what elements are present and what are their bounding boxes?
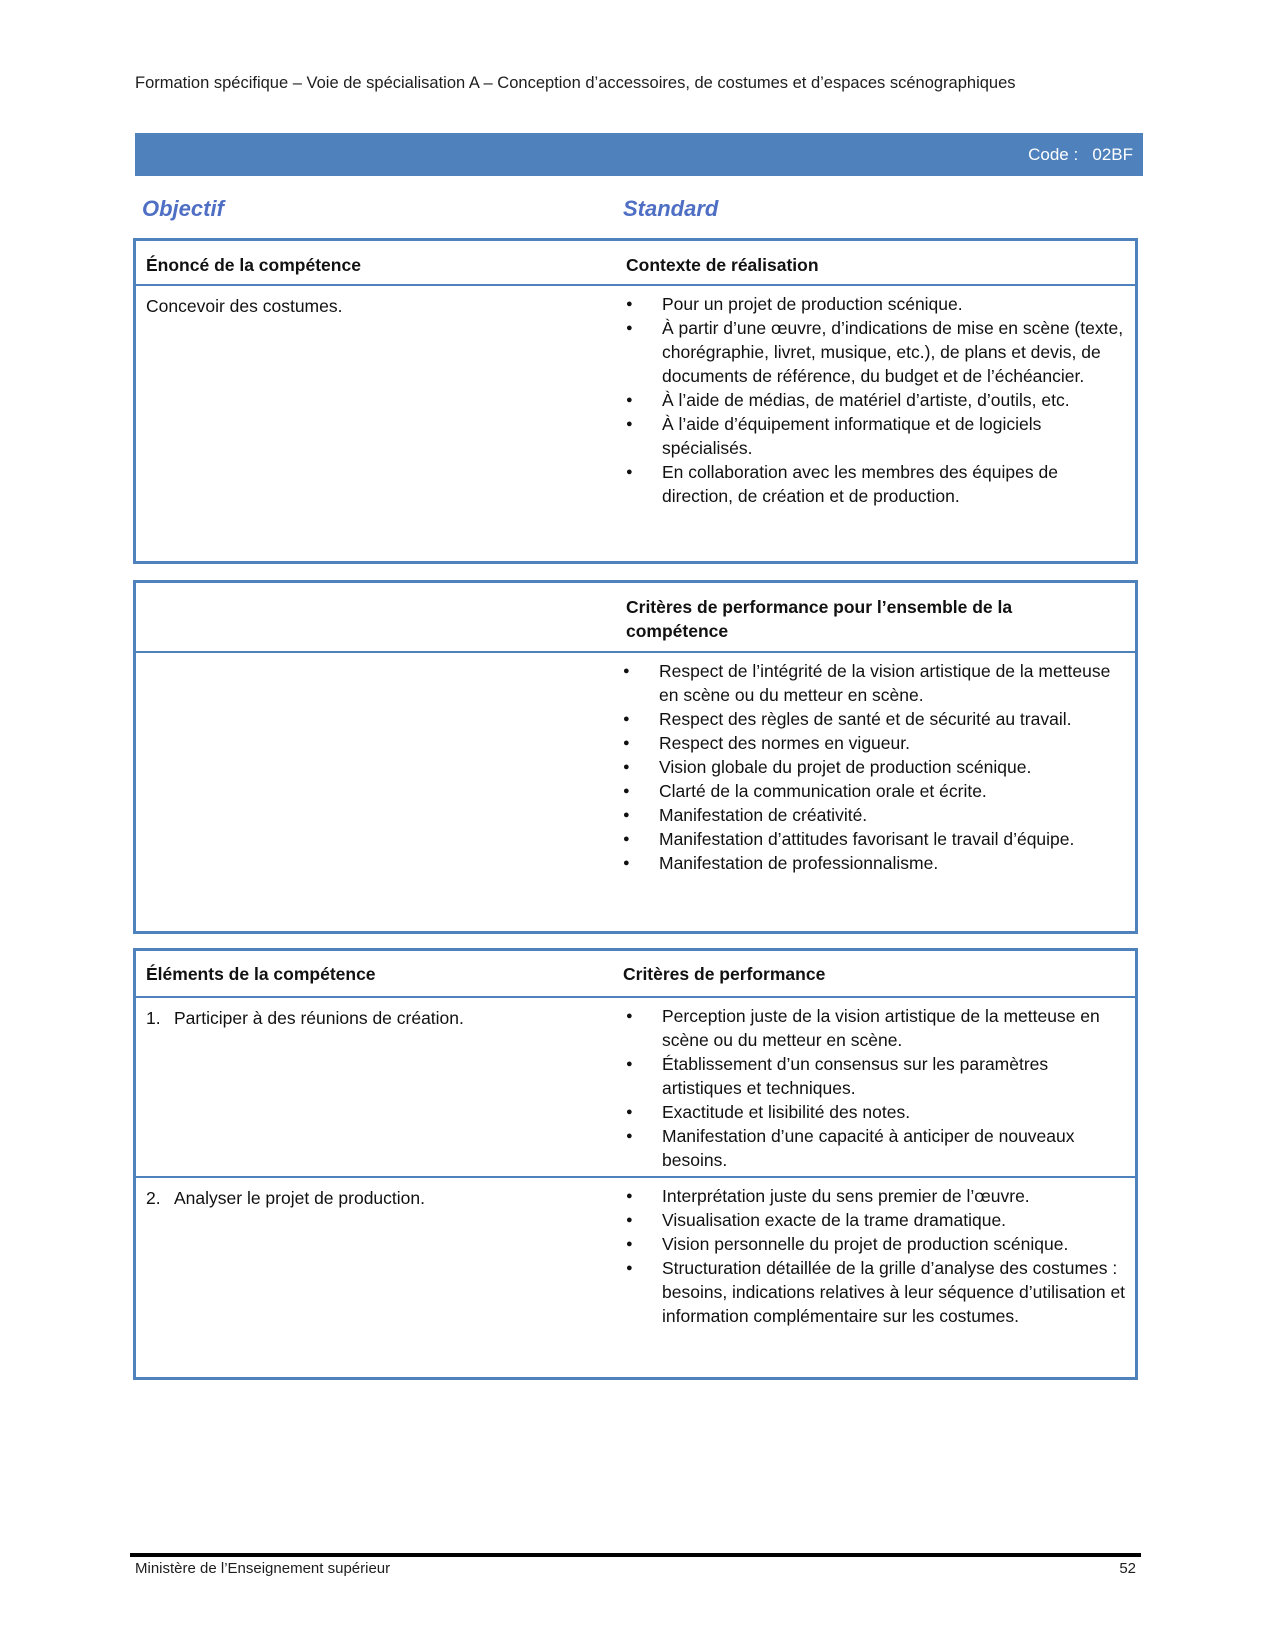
- element-text: Participer à des réunions de création.: [174, 1008, 464, 1028]
- element-criteria-list: [626, 1004, 1126, 1172]
- context-item: ● En collaboration avec les membres des équipes de direction, de création et de production.: [626, 460, 1126, 508]
- criteria-item: ● Vision personnelle du projet de production scénique.: [626, 1232, 1126, 1256]
- competence-statement-heading: Énoncé de la compétence: [146, 255, 361, 275]
- element-number: 2.: [146, 1188, 161, 1208]
- overall-criteria-header-row: [136, 583, 1135, 653]
- overall-criteria-item: ● Vision globale du projet de production scénique.: [623, 755, 1123, 779]
- overall-criteria-item: ● Manifestation d’attitudes favorisant le travail d’équipe.: [623, 827, 1123, 851]
- context-list: [626, 292, 1126, 508]
- code-bar: [133, 133, 1143, 176]
- overall-criteria-box: [133, 580, 1138, 934]
- context-item: ● À l’aide d’équipement informatique et de logiciels spécialisés.: [626, 412, 1126, 460]
- context-item: ● À l’aide de médias, de matériel d’artiste, d’outils, etc.: [626, 388, 1126, 412]
- context-item: ● À partir d’une œuvre, d’indications de mise en scène (texte, chorégraphie, livret, musique, etc.), de plans et devis, de documents de référence, du budget et de l’échéancier.: [626, 316, 1126, 388]
- criteria-item: ● Structuration détaillée de la grille d’analyse des costumes : besoins, indications relatives à leur séquence d’utilisation et information complémentaire sur les costumes.: [626, 1256, 1126, 1328]
- element-text: Analyser le projet de production.: [174, 1188, 425, 1208]
- overall-criteria-item: ● Respect de l’intégrité de la vision artistique de la metteuse en scène ou du metteur en scène.: [623, 659, 1123, 707]
- footer-ministry: Ministère de l’Enseignement supérieur: [135, 1560, 391, 1577]
- criteria-item: ● Perception juste de la vision artistique de la metteuse en scène ou du metteur en scène.: [626, 1004, 1126, 1052]
- overall-criteria-item: ● Manifestation de créativité.: [623, 803, 1123, 827]
- element-criteria-list: [626, 1184, 1126, 1328]
- overall-criteria-list: [623, 659, 1123, 875]
- competence-body-row: [136, 286, 1135, 556]
- overall-criteria-item: ● Respect des normes en vigueur.: [623, 731, 1123, 755]
- footer-rule: [130, 1553, 1141, 1557]
- context-heading: Contexte de réalisation: [626, 255, 819, 275]
- standard-label: Standard: [623, 196, 719, 221]
- page-number: 52: [1119, 1560, 1136, 1577]
- criteria-item: ● Visualisation exacte de la trame dramatique.: [626, 1208, 1126, 1232]
- overall-criteria-item: ● Manifestation de professionnalisme.: [623, 851, 1123, 875]
- running-header: Formation spécifique – Voie de spécialisation A – Conception d’accessoires, de costumes et d’espaces scénographiques: [135, 74, 1016, 92]
- criteria-item: ● Exactitude et lisibilité des notes.: [626, 1100, 1126, 1124]
- competence-statement: Concevoir des costumes.: [146, 296, 343, 316]
- overall-criteria-body-row: [136, 653, 1135, 933]
- element-label: [146, 1188, 626, 1209]
- element-label: [146, 1008, 626, 1029]
- overall-criteria-heading: Critères de performance pour l’ensemble de la compétence: [626, 597, 1013, 641]
- elements-box: [133, 948, 1138, 1380]
- criteria-heading: Critères de performance: [623, 964, 826, 984]
- code-label: Code : 02BF: [1028, 145, 1133, 164]
- overall-criteria-item: ● Clarté de la communication orale et écrite.: [623, 779, 1123, 803]
- objective-label: Objectif: [142, 196, 224, 221]
- criteria-item: ● Établissement d’un consensus sur les paramètres artistiques et techniques.: [626, 1052, 1126, 1100]
- element-row: [136, 998, 1135, 1178]
- competence-header-row: [136, 241, 1135, 286]
- criteria-item: ● Interprétation juste du sens premier de l’œuvre.: [626, 1184, 1126, 1208]
- context-item: ● Pour un projet de production scénique.: [626, 292, 1126, 316]
- elements-header-row: [136, 951, 1135, 998]
- element-row: [136, 1178, 1135, 1378]
- competence-box: [133, 238, 1138, 564]
- elements-heading: Éléments de la compétence: [146, 964, 376, 984]
- overall-criteria-item: ● Respect des règles de santé et de sécurité au travail.: [623, 707, 1123, 731]
- criteria-item: ● Manifestation d’une capacité à anticiper de nouveaux besoins.: [626, 1124, 1126, 1172]
- element-number: 1.: [146, 1008, 161, 1028]
